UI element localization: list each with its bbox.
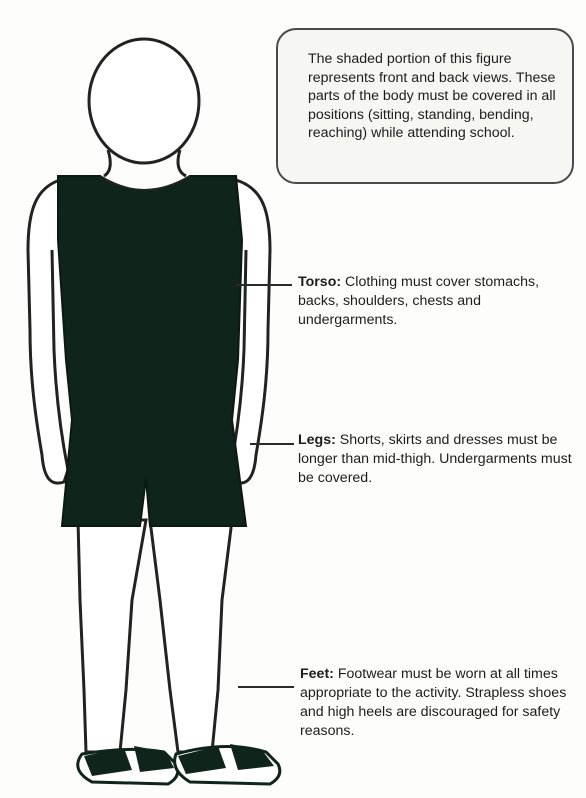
left-leg bbox=[78, 520, 146, 752]
legs-callout bbox=[298, 431, 578, 488]
torso-leader-line bbox=[236, 284, 292, 286]
feet-text: Footwear must be worn at all times appropriate to the activity. Strapless shoes and high heels are discouraged for safety reasons. bbox=[300, 666, 567, 739]
legs-text: Shorts, skirts and dresses must be longer than mid-thigh. Undergarments must be covered. bbox=[298, 432, 572, 486]
legs-leader-line bbox=[250, 443, 294, 445]
right-leg bbox=[150, 520, 232, 752]
left-shoe bbox=[78, 746, 178, 784]
feet-leader-line bbox=[238, 686, 294, 688]
head bbox=[89, 39, 199, 163]
torso-callout bbox=[298, 273, 573, 330]
feet-heading: Feet: bbox=[300, 666, 334, 682]
torso-text: Clothing must cover stomachs, backs, shoulders, chests and undergarments. bbox=[298, 274, 540, 328]
info-note-box bbox=[276, 28, 574, 184]
torso-heading: Torso: bbox=[298, 274, 342, 290]
feet-callout bbox=[300, 665, 575, 741]
right-shoe bbox=[175, 744, 280, 784]
legs-heading: Legs: bbox=[298, 432, 336, 448]
shaded-covered-area bbox=[58, 176, 246, 526]
info-note-text: The shaded portion of this figure represents front and back views. These parts of the body must be covered in all positions (sitting, standing, bending, reaching) while attending school. bbox=[308, 51, 556, 141]
